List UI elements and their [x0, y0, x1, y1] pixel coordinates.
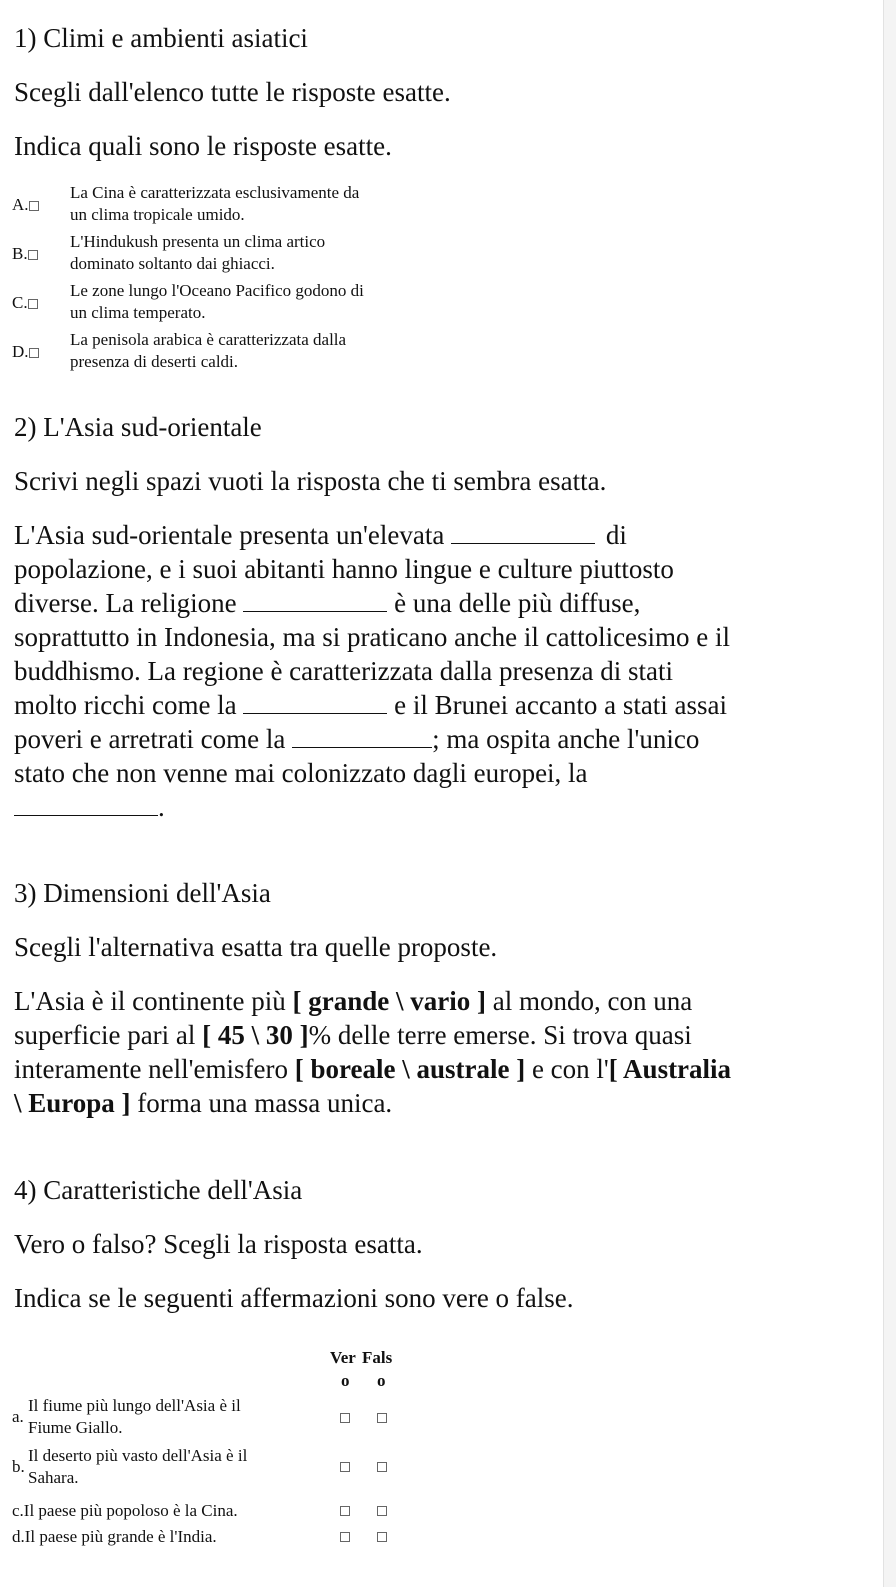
- checkbox-c[interactable]: [28, 299, 38, 309]
- text: e il Brunei accanto a stati assai: [394, 690, 728, 720]
- q1-option-d-letter: [12, 341, 39, 363]
- text: L'Asia sud-orientale presenta un'elevata: [14, 520, 445, 550]
- q1-instruction: Scegli dall'elenco tutte le risposte esatte.: [14, 77, 451, 107]
- row-a-letter: a.: [12, 1407, 24, 1426]
- blank-input-3[interactable]: [243, 691, 387, 714]
- blank-input-4[interactable]: [292, 725, 432, 748]
- row-a-line2: Fiume Giallo.: [28, 1418, 123, 1437]
- text: ; ma ospita anche l'unico: [432, 724, 700, 754]
- row-b-line2: Sahara.: [28, 1468, 79, 1487]
- row-d: [12, 1526, 217, 1548]
- header-vero-2: o: [341, 1371, 350, 1390]
- choice-australia-europa-end[interactable]: \ Europa ]: [14, 1088, 131, 1118]
- q1-option-d-line1: La penisola arabica è caratterizzata dalla: [70, 330, 347, 349]
- text: forma una massa unica.: [130, 1088, 393, 1118]
- blank-input-2[interactable]: [243, 589, 387, 612]
- choice-boreale-australe[interactable]: [ boreale \ australe ]: [294, 1054, 526, 1084]
- text: diverse. La religione: [14, 588, 237, 618]
- option-letter: A.: [12, 195, 29, 214]
- row-a-line1: Il fiume più lungo dell'Asia è il: [28, 1396, 241, 1415]
- q3-title: 3) Dimensioni dell'Asia: [14, 878, 271, 908]
- option-letter: B.: [12, 244, 28, 263]
- q1-option-b-letter: [12, 243, 38, 265]
- q2-line-6: [14, 688, 727, 722]
- text: al mondo, con una: [486, 986, 693, 1016]
- text: interamente nell'emisfero: [14, 1054, 295, 1084]
- q2-instruction: Scrivi negli spazi vuoti la risposta che ti sembra esatta.: [14, 466, 607, 496]
- option-letter: C.: [12, 293, 28, 312]
- q1-option-b-line1: L'Hindukush presenta un clima artico: [70, 232, 326, 251]
- row-b-line1: Il deserto più vasto dell'Asia è il: [28, 1446, 248, 1465]
- checkbox-a[interactable]: [29, 201, 39, 211]
- q2-line-7: [14, 722, 699, 756]
- q2-line-5: buddhismo. La regione è caratterizzata dalla presenza di stati: [14, 656, 673, 686]
- row-letter: d.: [12, 1527, 25, 1546]
- header-vero-1: Ver: [330, 1348, 356, 1367]
- row-b-letter: b.: [12, 1457, 25, 1476]
- text: superficie pari al: [14, 1020, 203, 1050]
- text: è una delle più diffuse,: [394, 588, 641, 618]
- row-c: [12, 1500, 238, 1522]
- q2-title: 2) L'Asia sud-orientale: [14, 412, 262, 442]
- q3-line-4: [14, 1086, 392, 1120]
- q1-instruction-2: Indica quali sono le risposte esatte.: [14, 131, 392, 161]
- q1-option-c-line1: Le zone lungo l'Oceano Pacifico godono di: [70, 281, 364, 300]
- text: .: [158, 792, 165, 822]
- q3-instruction: Scegli l'alternativa esatta tra quelle proposte.: [14, 932, 498, 962]
- checkbox-b[interactable]: [28, 250, 38, 260]
- choice-australia-europa[interactable]: [ Australia: [608, 1054, 732, 1084]
- q1-option-c-letter: [12, 292, 38, 314]
- row-c-true-checkbox[interactable]: [340, 1506, 350, 1516]
- row-b-false-checkbox[interactable]: [377, 1462, 387, 1472]
- row-c-false-checkbox[interactable]: [377, 1506, 387, 1516]
- row-text: Il paese più grande è l'India.: [24, 1527, 217, 1546]
- q1-option-a-line1: La Cina è caratterizzata esclusivamente da: [70, 183, 360, 202]
- q1-option-a-line2: un clima tropicale umido.: [70, 205, 245, 224]
- q1-option-b-line2: dominato soltanto dai ghiacci.: [70, 254, 275, 273]
- blank-input-5[interactable]: [14, 793, 158, 816]
- q1-title: 1) Climi e ambienti asiatici: [14, 23, 308, 53]
- q4-instruction: Vero o falso? Scegli la risposta esatta.: [14, 1229, 423, 1259]
- q1-option-c-line2: un clima temperato.: [70, 303, 206, 322]
- q2-line-1: [14, 518, 627, 552]
- q1-option-d-line2: presenza di deserti caldi.: [70, 352, 239, 371]
- text: % delle terre emerse. Si trova quasi: [308, 1020, 692, 1050]
- q2-line-9: [14, 790, 165, 824]
- header-falso-2: o: [377, 1371, 386, 1390]
- choice-45-30[interactable]: [ 45 \ 30 ]: [202, 1020, 309, 1050]
- blank-input-1[interactable]: [451, 521, 595, 544]
- text: e con l': [525, 1054, 609, 1084]
- choice-grande-vario[interactable]: [ grande \ vario ]: [292, 986, 487, 1016]
- text: L'Asia è il continente più: [14, 986, 293, 1016]
- row-d-false-checkbox[interactable]: [377, 1532, 387, 1542]
- q3-line-3: [14, 1052, 731, 1086]
- q4-instruction-2: Indica se le seguenti affermazioni sono vere o false.: [14, 1283, 574, 1313]
- row-d-true-checkbox[interactable]: [340, 1532, 350, 1542]
- row-a-false-checkbox[interactable]: [377, 1413, 387, 1423]
- q3-line-2: [14, 1018, 692, 1052]
- q3-line-1: [14, 984, 692, 1018]
- q2-line-8: stato che non venne mai colonizzato dagli europei, la: [14, 758, 588, 788]
- option-letter: D.: [12, 342, 29, 361]
- row-letter: c.: [12, 1501, 24, 1520]
- q1-option-a-letter: [12, 194, 39, 216]
- q2-line-2: popolazione, e i suoi abitanti hanno lingue e culture piuttosto: [14, 554, 674, 584]
- row-b-true-checkbox[interactable]: [340, 1462, 350, 1472]
- text: di: [605, 520, 627, 550]
- row-text: Il paese più popoloso è la Cina.: [23, 1501, 238, 1520]
- text: poveri e arretrati come la: [14, 724, 286, 754]
- q2-line-3: [14, 586, 640, 620]
- header-falso-1: Fals: [362, 1348, 393, 1367]
- vertical-scrollbar[interactable]: [883, 0, 896, 1587]
- q2-line-4: soprattutto in Indonesia, ma si praticano anche il cattolicesimo e il: [14, 622, 731, 652]
- q4-title: 4) Caratteristiche dell'Asia: [14, 1175, 303, 1205]
- text: molto ricchi come la: [14, 690, 237, 720]
- checkbox-d[interactable]: [29, 348, 39, 358]
- row-a-true-checkbox[interactable]: [340, 1413, 350, 1423]
